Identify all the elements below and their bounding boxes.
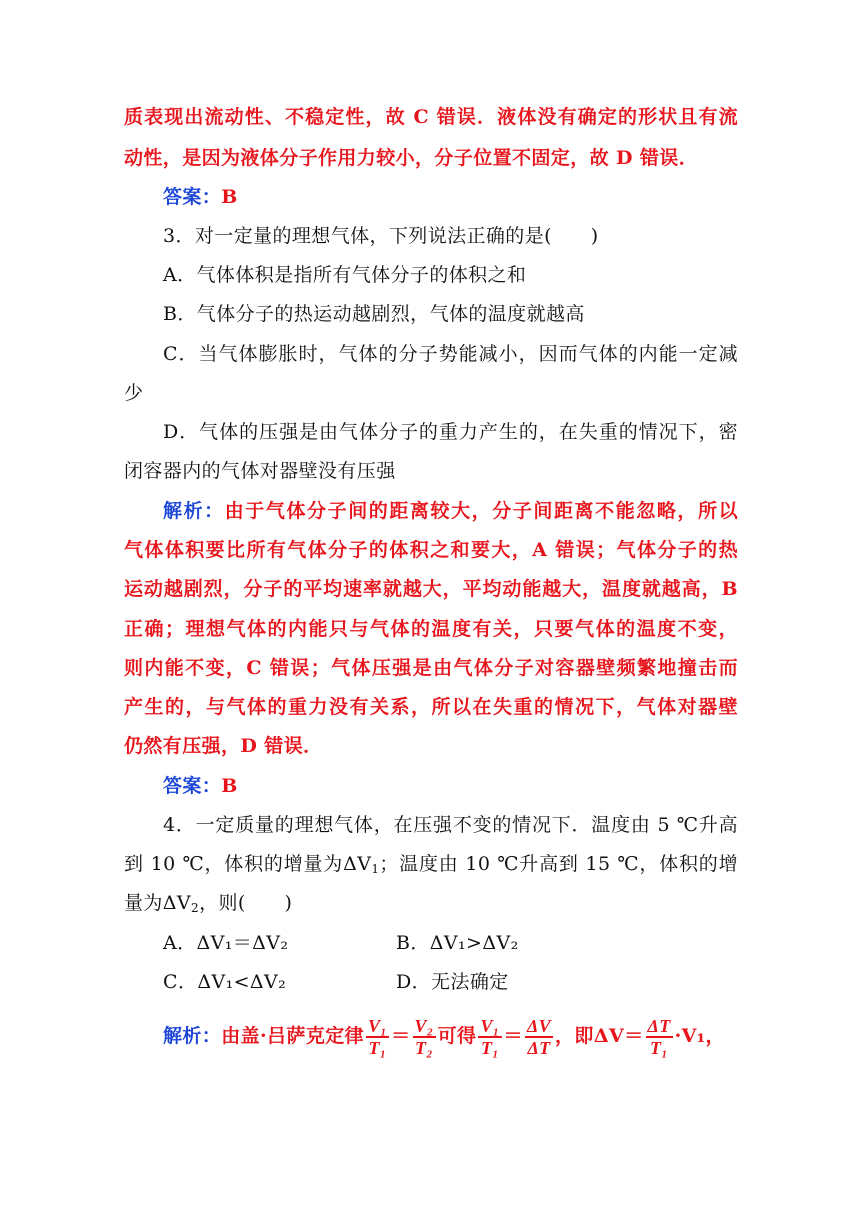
q4-option-a: A．ΔV₁＝ΔV₂ — [163, 932, 289, 954]
q3-explanation-line-4: 正确；理想气体的内能只与气体的温度有关，只要气体的温度不变， — [124, 618, 738, 640]
q3-option-d-line-2: 闭容器内的气体对器壁没有压强 — [124, 460, 396, 482]
answer-label: 答案： — [163, 186, 222, 208]
q3-explanation-line-7: 仍然有压强，D 错误． — [124, 735, 323, 757]
explanation-label: 解析： — [163, 1025, 222, 1047]
q4-stem-line-3: 量为$\Delta V_2$，则( ) — [124, 892, 293, 915]
q4-stem-line-2: 到 10 ℃，体积的增量为$\Delta V_1$；温度由 10 ℃升高到 15 ℃，体积的增 — [124, 853, 738, 876]
fraction-dt-t1: $\frac{\Delta T}{\text{T₁}}$ — [647, 1016, 671, 1058]
q3-option-a: A．气体体积是指所有气体分子的体积之和 — [163, 264, 527, 286]
q3-option-c-line-2: 少 — [124, 382, 144, 404]
q2-explanation-line-1: 质表现出流动性、不稳定性，故 C 错误．液体没有确定的形状且有流 — [124, 106, 738, 128]
explanation-label: 解析： — [163, 500, 225, 522]
q3-stem: 3．对一定量的理想气体，下列说法正确的是( ) — [163, 225, 599, 247]
q3-explanation-line-1: 解析：由于气体分子间的距离较大，分子间距离不能忽略，所以 — [163, 500, 738, 522]
answer-value: B — [221, 775, 238, 797]
fraction-dv-dt: $\frac{\Delta V}{\Delta T}$ — [526, 1016, 552, 1058]
answer-label: 答案： — [163, 775, 222, 797]
fraction-v1-t1-b: $\frac{\text{V₁}}{\text{T₁}}$ — [480, 1016, 500, 1058]
fraction-v1-t1: $\frac{\text{V₁}}{\text{T₁}}$ — [368, 1016, 388, 1058]
q2-answer — [163, 184, 238, 210]
q4-option-d: D．无法确定 — [396, 971, 509, 993]
q3-option-d-line-1: D．气体的压强是由气体分子的重力产生的，在失重的情况下，密 — [163, 421, 738, 443]
q4-stem-line-1: 4．一定质量的理想气体，在压强不变的情况下．温度由 5 ℃升高 — [163, 814, 738, 836]
q4-option-c: C．ΔV₁<ΔV₂ — [163, 971, 287, 993]
answer-value: B — [221, 186, 238, 208]
fraction-v2-t2: $\frac{\text{V₂}}{\text{T₂}}$ — [414, 1016, 434, 1058]
q3-explanation-line-6: 产生的，与气体的重力没有关系，所以在失重的情况下，气体对器壁 — [124, 696, 738, 718]
q4-option-b: B．ΔV₁>ΔV₂ — [396, 932, 519, 954]
q3-explanation-line-2: 气体体积要比所有气体分子的体积之和要大，A 错误；气体分子的热 — [124, 539, 738, 561]
q3-answer — [163, 773, 238, 799]
q2-explanation-line-2: 动性，是因为液体分子作用力较小，分子位置不固定，故 D 错误． — [124, 147, 699, 169]
q3-option-c-line-1: C．当气体膨胀时，气体的分子势能减小，因而气体的内能一定减 — [163, 343, 738, 365]
q3-option-b: B．气体分子的热运动越剧烈，气体的温度就越高 — [163, 303, 585, 325]
q3-explanation-line-5: 则内能不变，C 错误；气体压强是由气体分子对容器壁频繁地撞击而 — [124, 657, 738, 679]
q4-explanation: 解析：由盖·吕萨克定律 $\frac{\text{V₁}}{\text{T₁}}$ ＝ $\frac{\text{V₂}}{\text{T₂}}$ 可得 $\frac{\text{V₁}}{\text{T₁}}$ ＝ $\frac{\Delta V}{\Delta T}$ ，即ΔV＝ $\frac{\Delta T}{\text{T₁}}$ ·V₁， — [163, 1016, 725, 1058]
q3-explanation-line-3: 运动越剧烈，分子的平均速率就越大，平均动能越大，温度就越高，B — [124, 578, 738, 600]
